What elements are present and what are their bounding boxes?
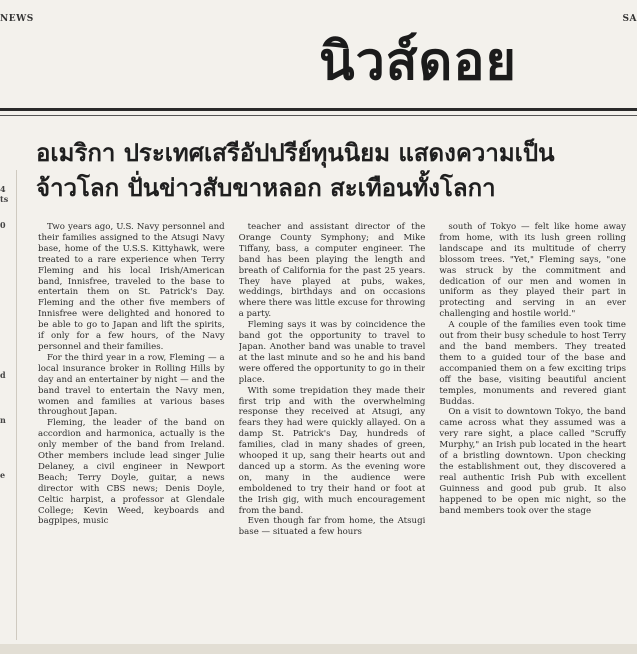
article-headline <box>36 136 623 206</box>
article-column-1 <box>38 222 225 642</box>
article-body <box>38 222 626 642</box>
paragraph: south of Tokyo — felt like home away from home, with its lush green rolling landscape and its multitude of cherry blossom trees. "Yet," Fleming says, "one was struck by the commitment and dedication of our men and women in uniform as they played their part in protecting and serving in an ever challenging and hostile world." <box>439 222 626 320</box>
masthead-rule-thin <box>0 115 637 116</box>
paragraph: Fleming, the leader of the band on accordion and harmonica, actually is the only member of the band from Ireland. Other members include lead singer Julie Delaney, a civil engineer in Newport Beach; Terry Doyle, guitar, a news director with CBS news; Denis Doyle, Celtic harpist, a professor at Glendale College; Kevin Weed, keyboards and bagpipes, music <box>38 418 225 527</box>
margin-mark: 4 <box>0 184 6 194</box>
paragraph: Even though far from home, the Atsugi base — situated a few hours <box>238 516 426 538</box>
section-label-left: NEWS <box>0 14 34 24</box>
paragraph: Two years ago, U.S. Navy personnel and their families assigned to the Atsugi Navy base, home of the U.S.S. Kittyhawk, were treated to a rare experience when Terry Fleming and his local Irish/American band, Innisfree, traveled to the base to entertain them on St. Patrick's Day. Fleming and the other five members of Innisfree were delighted and honored to be able to go to Japan and lift the spirits, if only for a few hours, of the Navy personnel and their families. <box>38 222 225 352</box>
article-column-2 <box>239 222 426 642</box>
paragraph: A couple of the families even took time out from their busy schedule to host Terry and the band members. They treated them to a guided tour of the base and accompanied them on a few exciting trips off the base, visiting beautiful ancient temples, monuments and revered giant Buddas. <box>439 320 626 407</box>
article-column-3 <box>439 222 626 642</box>
margin-mark: ts <box>0 194 9 204</box>
paragraph: On a visit to downtown Tokyo, the band came across what they assumed was a very rare sight, a place called "Scruffy Murphy," an Irish pub located in the heart of a bristling downtown. Upon checking the establishment out, they discovered a real authentic Irish Pub with excellent Guinness and good pub grub. It also happened to be open mic night, so the band members took over the stage <box>439 407 626 516</box>
masthead-rule <box>0 108 637 111</box>
paragraph: For the third year in a row, Fleming — a local insurance broker in Rolling Hills by day and an entertainer by night — and the band travel to entertain the Navy men, women and families at various bases throughout Japan. <box>38 352 225 418</box>
headline-line-1: อเมริกา ประเทศเสรีอัปปรีย์ทุนนิยม แสดงความเป็น <box>36 139 555 167</box>
margin-mark: 0 <box>0 220 6 230</box>
margin-mark: n <box>0 415 6 425</box>
masthead-title: นิวส์ดอย <box>319 32 517 92</box>
paragraph: teacher and assistant director of the Orange County Symphony; and Mike Tiffany, bass, a computer engineer. The band has been playing the length and breath of California for the past 25 years. They have played at pubs, wakes, weddings, birthdays and on occasions where there was little excuse for throwing a party. <box>238 222 426 320</box>
margin-column <box>0 170 17 640</box>
margin-mark: e <box>0 470 6 480</box>
headline-line-2: จ้าวโลก ปั่นข่าวสับขาหลอก สะเทือนทั้งโลกา <box>36 174 496 202</box>
paragraph: Fleming says it was by coincidence the band got the opportunity to travel to Japan. Another band was unable to travel at the last minute and so he and his band were offered the opportunity to go in their place. <box>238 320 426 385</box>
margin-mark: d <box>0 370 6 380</box>
page-bottom-edge <box>0 644 637 654</box>
paragraph: With some trepidation they made their first trip and with the overwhelming response they received at Atsugi, any fears they had were quickly allayed. On a damp St. Patrick's Day, hundreds of families, clad in many shades of green, whooped it up, sang their hearts out and danced up a storm. As the evening wore on, many in the audience were emboldened to try their hand or foot at the Irish gig, with much encouragement from the band. <box>238 385 426 516</box>
section-label-right: SA <box>622 14 637 24</box>
